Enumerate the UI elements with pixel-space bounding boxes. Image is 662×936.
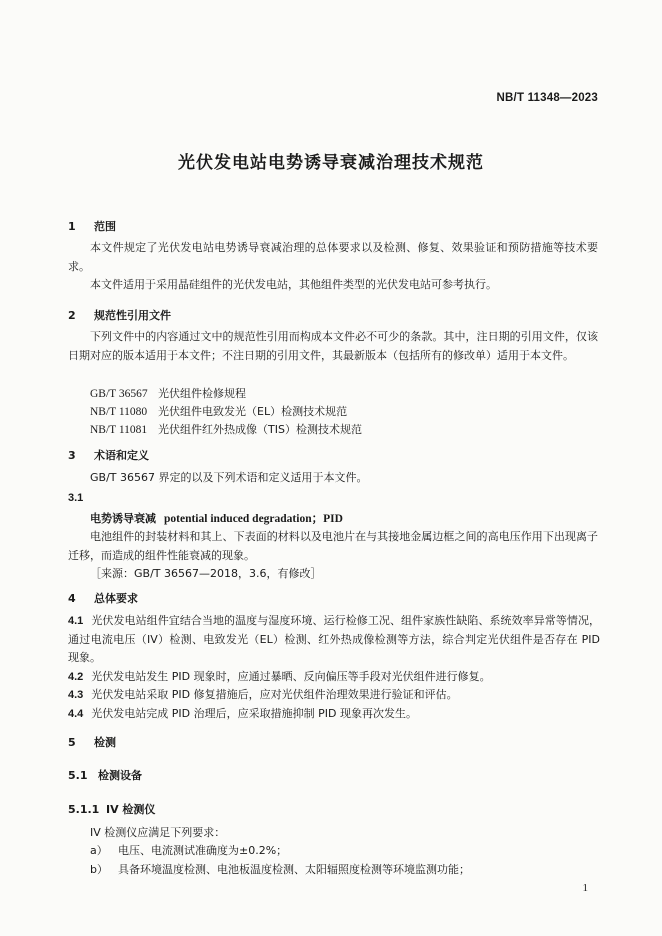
section-2-paragraph: 下列文件中的内容通过文中的规范性引用而构成本文件必不可少的条款。其中，注日期的引用文件，仅该日期对应的版本适用于本文件；不注日期的引用文件，其最新版本（包括所有的修改单）适用于本文件。 — [68, 330, 598, 362]
document-title: 光伏发电站电势诱导衰减治理技术规范 — [178, 153, 484, 173]
reference-name: 光伏组件检修规程 — [158, 387, 246, 400]
item-text: 光伏发电站组件宜结合当地的温度与湿度环境、运行检修工况、组件家族性缺陷、系统效率异常等情况，通过电流电压（IV）检测、电致发光（EL）检测、红外热成像检测等方法，综合判定光伏组件是否存在 PID 现象。 — [68, 614, 600, 664]
section-title: 术语和定义 — [94, 449, 149, 462]
section-3-paragraph: GB/T 36567 界定的以及下列术语和定义适用于本文件。 — [90, 471, 368, 484]
section-number: 5 — [68, 736, 76, 749]
section-title: 检测 — [94, 736, 116, 749]
reference-item — [90, 421, 362, 437]
reference-code: NB/T 11081 — [90, 424, 148, 436]
item-text: 光伏发电站完成 PID 治理后，应采取措施抑制 PID 现象再次发生。 — [91, 707, 417, 720]
section-title: 规范性引用文件 — [94, 309, 171, 322]
list-text: 电压、电流测试准确度为±0.2%； — [118, 844, 288, 857]
section-title: 范围 — [94, 220, 116, 233]
standard-number: NB/T 11348—2023 — [496, 92, 598, 104]
section-number: 2 — [68, 309, 76, 322]
item-number: 4.1 — [68, 615, 84, 627]
list-label: a） — [90, 844, 108, 857]
section-title: 总体要求 — [94, 592, 138, 605]
subsection-title: 检测设备 — [98, 769, 142, 782]
list-text: 具备环境温度检测、电池板温度检测、太阳辐照度检测等环境监测功能； — [118, 863, 470, 876]
list-label: b） — [90, 863, 108, 876]
term-definition: 电池组件的封装材料和其上、下表面的材料以及电池片在与其接地金属边框之间的高电压作用下出现离子迁移，而造成的组件性能衰减的现象。 — [68, 530, 598, 562]
section-1-heading — [68, 218, 116, 234]
requirement-item — [68, 668, 600, 687]
item-text: 光伏发电站发生 PID 现象时，应通过暴晒、反向偏压等手段对光伏组件进行修复。 — [91, 670, 491, 683]
section-1-paragraph-2: 本文件适用于采用晶硅组件的光伏发电站，其他组件类型的光伏发电站可参考执行。 — [90, 278, 497, 291]
reference-name: 光伏组件电致发光（EL）检测技术规范 — [158, 405, 348, 418]
reference-code: GB/T 36567 — [90, 388, 148, 400]
term-number: 3.1 — [68, 492, 84, 504]
term-english: potential induced degradation；PID — [164, 513, 343, 525]
item-text: 光伏发电站采取 PID 修复措施后，应对光伏组件治理效果进行验证和评估。 — [91, 688, 458, 701]
section-1-paragraph-1: 本文件规定了光伏发电站电势诱导衰减治理的总体要求以及检测、修复、效果验证和预防措施等技术要求。 — [68, 241, 598, 273]
term-heading — [90, 510, 343, 526]
subsubsection-number: 5.1.1 — [68, 803, 100, 816]
reference-item — [90, 403, 347, 419]
list-item — [90, 842, 287, 858]
section-4-heading — [68, 590, 138, 606]
subsubsection-heading — [68, 801, 155, 817]
section-number: 4 — [68, 592, 76, 605]
item-number: 4.4 — [68, 708, 84, 720]
subsection-heading — [68, 767, 142, 783]
list-intro: IV 检测仪应满足下列要求： — [90, 826, 226, 839]
requirement-item — [68, 705, 600, 724]
section-3-heading — [68, 447, 149, 463]
page-number: 1 — [582, 882, 588, 894]
term-chinese: 电势诱导衰减 — [90, 512, 156, 525]
section-number: 1 — [68, 220, 76, 233]
subsubsection-title: IV 检测仪 — [106, 803, 156, 816]
section-5-heading — [68, 734, 116, 750]
item-number: 4.3 — [68, 689, 84, 701]
requirement-item — [68, 686, 600, 705]
requirement-item — [68, 612, 600, 668]
reference-item — [90, 385, 246, 401]
list-item — [90, 861, 470, 877]
subsection-number: 5.1 — [68, 769, 88, 782]
term-source: ［来源：GB/T 36567—2018，3.6，有修改］ — [90, 567, 322, 580]
reference-code: NB/T 11080 — [90, 406, 148, 418]
reference-name: 光伏组件红外热成像（TIS）检测技术规范 — [158, 423, 362, 436]
section-number: 3 — [68, 449, 76, 462]
section-2-heading — [68, 307, 171, 323]
item-number: 4.2 — [68, 671, 84, 683]
